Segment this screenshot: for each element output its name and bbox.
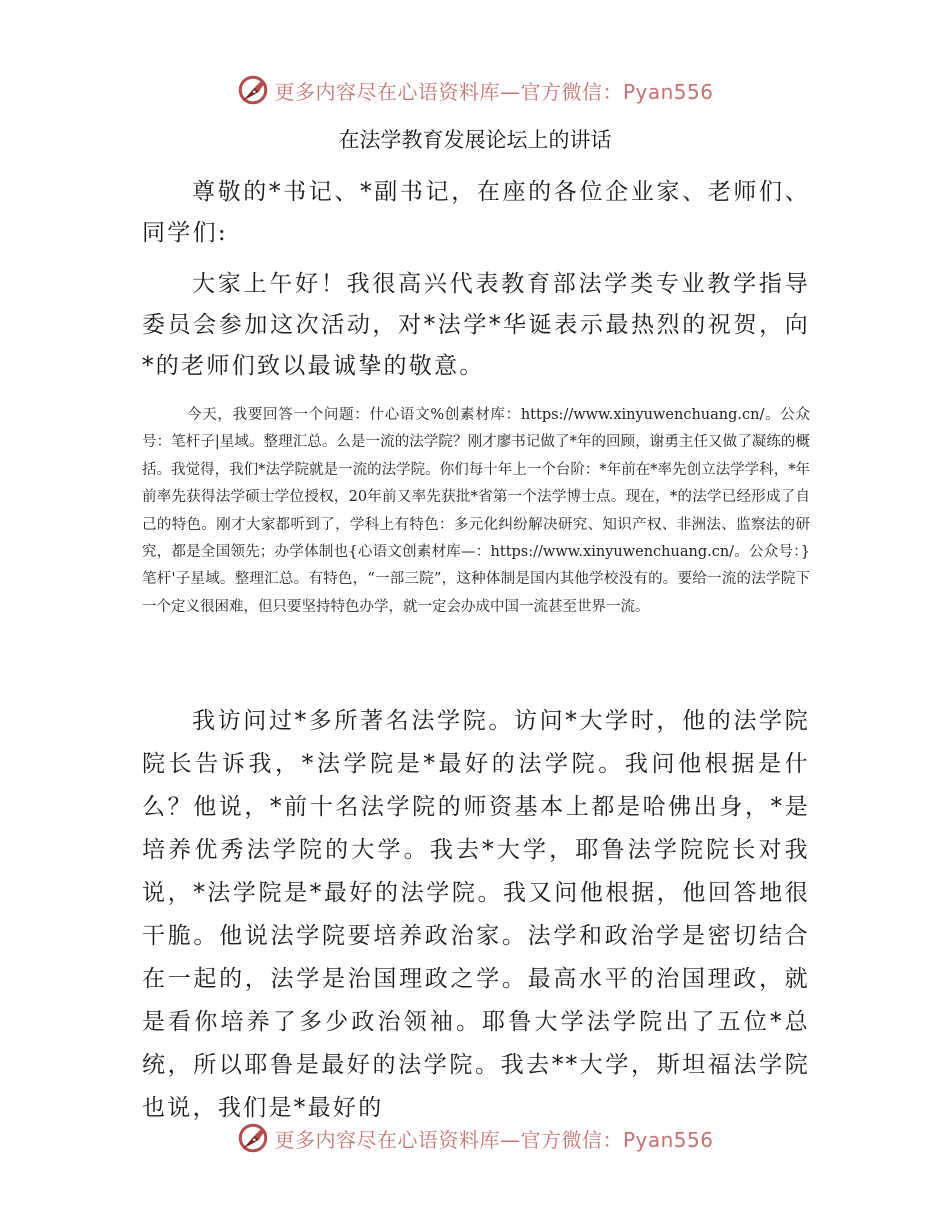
document-title: 在法学教育发展论坛上的讲话: [338, 128, 612, 152]
header-banner-text: 更多内容尽在心语资料库—官方微信：Pyan556: [274, 79, 714, 104]
law-school-visits-paragraph: 我访问过*多所著名法学院。访问*大学时，他的法学院院长告诉我，*法学院是*最好的法学院。我问他根据是什么？他说，*前十名法学院的师资基本上都是哈佛出身，*是培养优秀法学院的大学。我去*大学，耶鲁法学院院长对我说，*法学院是*最好的法学院。我又问他根据，他回答地很干脆。他说法学院要培养政治家。法学和政治学是密切结合在一起的，法学是治国理政之学。最高水平的治国理政，就是看你培养了多少政治领袖。耶鲁大学法学院出了五位*总统，所以耶鲁是最好的法学院。我去**大学，斯坦福法学院也说，我们是*最好的: [142, 708, 810, 1121]
footer-banner-text: 更多内容尽在心语资料库—官方微信：Pyan556: [274, 1127, 714, 1152]
pen-nib-logo-icon: [236, 1121, 270, 1155]
pen-nib-logo-icon: [236, 73, 270, 107]
salutation-paragraph: 尊敬的*书记、*副书记，在座的各位企业家、老师们、同学们:: [142, 179, 810, 246]
footer-banner: [0, 1118, 950, 1158]
header-banner: [0, 70, 950, 110]
small-print-paragraph: 今天，我要回答一个问题：什心语文%创素材库：https://www.xinyuwenchuang.cn/。公众号：笔杆子|星域。整理汇总。么是一流的法学院？刚才廖书记做了*年的回顾，谢勇主任又做了凝练的概括。我觉得，我们*法学院就是一流的法学院。你们每十年上一个台阶：*年前在*率先创立法学学科，*年前率先获得法学硕士学位授权，20年前又率先获批*省第一个法学博士点。现在，*的法学已经形成了自己的特色。刚才大家都听到了，学科上有特色：多元化纠纷解决研究、知识产权、非洲法、监察法的研究，都是全国领先；办学体制也{心语文创素材库—：https://www.xinyuwenchuang.cn/。公众号：}笔杆'子星域。整理汇总。有特色，“一部三院”，这种体制是国内其他学校没有的。要给一流的法学院下一个定义很困难，但只要坚持特色办学，就一定会办成中国一流甚至世界一流。: [142, 407, 810, 615]
greeting-paragraph: 大家上午好！我很高兴代表教育部法学类专业教学指导委员会参加这次活动，对*法学*华诞表示最热烈的祝贺，向*的老师们致以最诚挚的敬意。: [142, 271, 810, 379]
